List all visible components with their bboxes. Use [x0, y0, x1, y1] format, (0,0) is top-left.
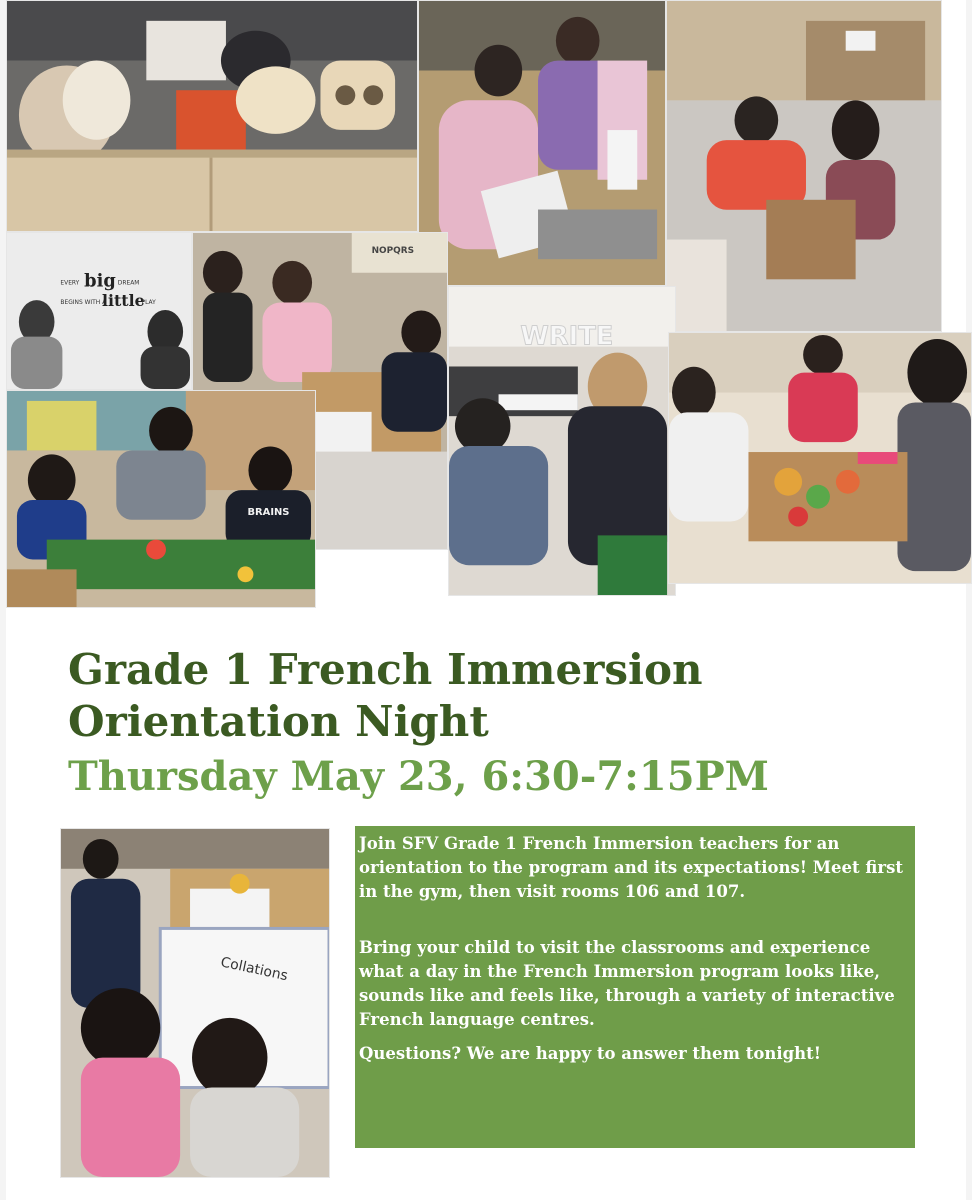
mural-text-every: EVERY	[60, 280, 80, 287]
whiteboard-text: Collations	[219, 954, 290, 985]
flyer-title	[68, 644, 928, 748]
info-paragraph-1: Join SFV Grade 1 French Immersion teachers for an orientation to the program and its expectations! Meet first in the gym, then visit rooms 106 and 107.	[359, 834, 904, 901]
write-sign-text: WRITE	[520, 321, 614, 352]
info-box	[355, 826, 915, 1148]
photo-play-food	[668, 332, 972, 584]
info-paragraph-3: Questions? We are happy to answer them tonight!	[359, 1044, 821, 1063]
photo-mural	[6, 232, 192, 390]
photo-kids-masks	[6, 0, 418, 232]
photo-classroom-tables	[666, 0, 942, 332]
title-line-2: Orientation Night	[68, 697, 489, 746]
photo-boys-lego	[6, 390, 316, 608]
event-date-time: Thursday May 23, 6:30-7:15PM	[68, 753, 769, 800]
photo-girls-outdoors	[418, 0, 666, 286]
mural-text-big: big	[84, 270, 116, 292]
title-line-1: Grade 1 French Immersion	[68, 645, 703, 694]
mural-text-begins: BEGINS WITH A	[60, 300, 107, 307]
mural-text-little: little	[101, 291, 145, 311]
mural-text-play: PLAY	[141, 300, 156, 307]
wall-letters-text: NOPQRS	[371, 245, 415, 256]
flyer-page	[6, 0, 966, 1200]
mural-text-dream: DREAM	[117, 280, 140, 287]
shirt-text: BRAINS	[247, 506, 290, 518]
info-paragraph-2: Bring your child to visit the classrooms and experience what a day in the French Immersion program looks like, sounds like and feels like, through a variety of interactive French language centres.	[359, 938, 895, 1029]
photo-whiteboard	[60, 828, 330, 1178]
photo-write-keyboard	[448, 286, 676, 596]
